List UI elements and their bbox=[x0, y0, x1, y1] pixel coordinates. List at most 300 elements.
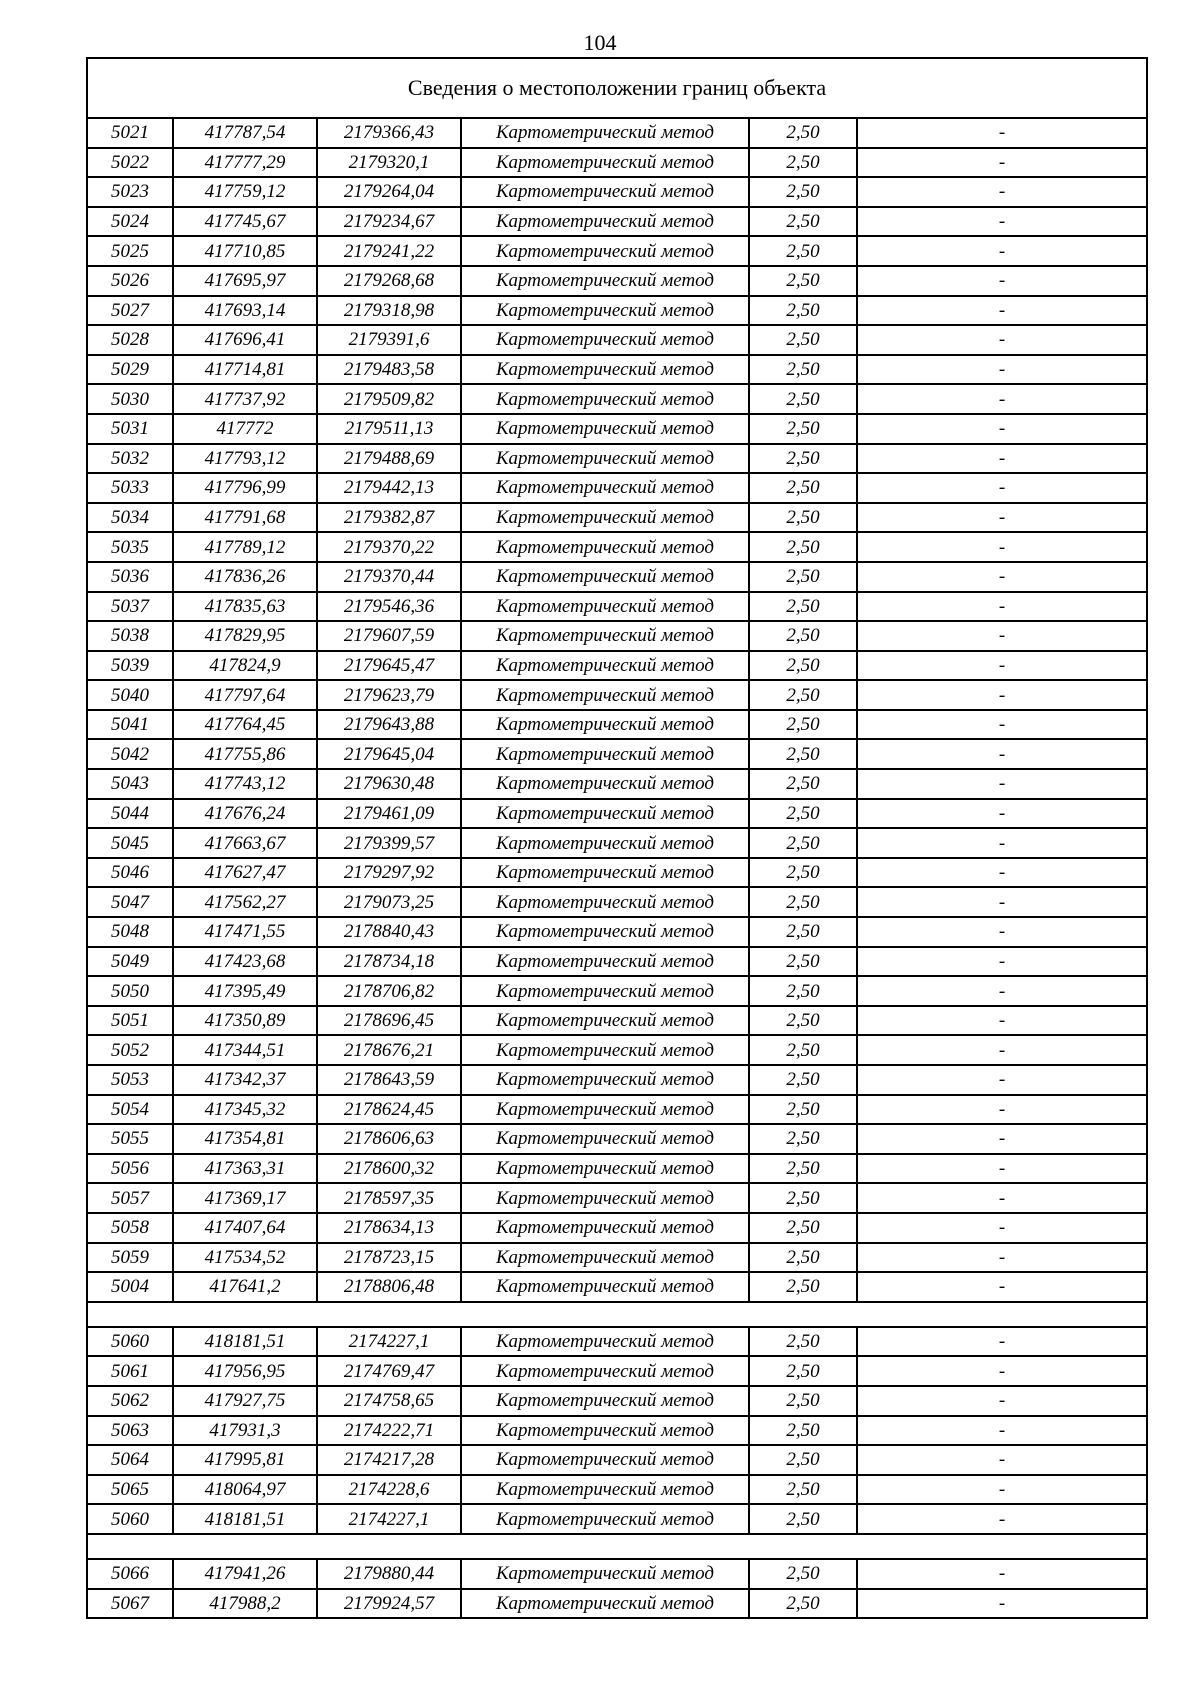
point-number-cell: 5037 bbox=[87, 592, 173, 622]
accuracy-cell: 2,50 bbox=[749, 562, 857, 592]
y-coordinate-cell: 2179488,69 bbox=[317, 444, 461, 474]
y-coordinate-cell: 2179264,04 bbox=[317, 177, 461, 207]
method-cell: Картометрический метод bbox=[461, 828, 749, 858]
x-coordinate-cell: 417824,9 bbox=[173, 651, 317, 681]
y-coordinate-cell: 2179511,13 bbox=[317, 414, 461, 444]
description-cell: - bbox=[857, 1243, 1147, 1273]
description-cell: - bbox=[857, 1213, 1147, 1243]
y-coordinate-cell: 2174227,1 bbox=[317, 1504, 461, 1534]
point-number-cell: 5054 bbox=[87, 1095, 173, 1125]
accuracy-cell: 2,50 bbox=[749, 414, 857, 444]
x-coordinate-cell: 417344,51 bbox=[173, 1035, 317, 1065]
description-cell: - bbox=[857, 1124, 1147, 1154]
table-row bbox=[87, 1475, 1147, 1505]
accuracy-cell: 2,50 bbox=[749, 532, 857, 562]
point-number-cell: 5046 bbox=[87, 858, 173, 888]
table-row bbox=[87, 1035, 1147, 1065]
method-cell: Картометрический метод bbox=[461, 947, 749, 977]
table-row bbox=[87, 1416, 1147, 1446]
table-row bbox=[87, 207, 1147, 237]
description-cell: - bbox=[857, 1272, 1147, 1302]
table-row bbox=[87, 503, 1147, 533]
y-coordinate-cell: 2179924,57 bbox=[317, 1589, 461, 1619]
x-coordinate-cell: 417941,26 bbox=[173, 1559, 317, 1589]
point-number-cell: 5066 bbox=[87, 1559, 173, 1589]
method-cell: Картометрический метод bbox=[461, 444, 749, 474]
x-coordinate-cell: 417562,27 bbox=[173, 887, 317, 917]
point-number-cell: 5048 bbox=[87, 917, 173, 947]
group-separator-cell bbox=[87, 1534, 1147, 1559]
point-number-cell: 5042 bbox=[87, 739, 173, 769]
accuracy-cell: 2,50 bbox=[749, 621, 857, 651]
description-cell: - bbox=[857, 1095, 1147, 1125]
group-separator-row bbox=[87, 1534, 1147, 1559]
method-cell: Картометрический метод bbox=[461, 1154, 749, 1184]
y-coordinate-cell: 2179630,48 bbox=[317, 769, 461, 799]
accuracy-cell: 2,50 bbox=[749, 1065, 857, 1095]
description-cell: - bbox=[857, 266, 1147, 296]
method-cell: Картометрический метод bbox=[461, 207, 749, 237]
point-number-cell: 5061 bbox=[87, 1356, 173, 1386]
x-coordinate-cell: 417789,12 bbox=[173, 532, 317, 562]
point-number-cell: 5024 bbox=[87, 207, 173, 237]
description-cell: - bbox=[857, 680, 1147, 710]
table-row bbox=[87, 976, 1147, 1006]
point-number-cell: 5052 bbox=[87, 1035, 173, 1065]
accuracy-cell: 2,50 bbox=[749, 296, 857, 326]
accuracy-cell: 2,50 bbox=[749, 266, 857, 296]
accuracy-cell: 2,50 bbox=[749, 1327, 857, 1357]
x-coordinate-cell: 417737,92 bbox=[173, 384, 317, 414]
y-coordinate-cell: 2178723,15 bbox=[317, 1243, 461, 1273]
method-cell: Картометрический метод bbox=[461, 355, 749, 385]
y-coordinate-cell: 2178676,21 bbox=[317, 1035, 461, 1065]
y-coordinate-cell: 2174227,1 bbox=[317, 1327, 461, 1357]
x-coordinate-cell: 417829,95 bbox=[173, 621, 317, 651]
table-row bbox=[87, 1065, 1147, 1095]
accuracy-cell: 2,50 bbox=[749, 1095, 857, 1125]
table-row bbox=[87, 651, 1147, 681]
accuracy-cell: 2,50 bbox=[749, 1504, 857, 1534]
method-cell: Картометрический метод bbox=[461, 1243, 749, 1273]
description-cell: - bbox=[857, 384, 1147, 414]
description-cell: - bbox=[857, 828, 1147, 858]
accuracy-cell: 2,50 bbox=[749, 325, 857, 355]
description-cell: - bbox=[857, 1006, 1147, 1036]
y-coordinate-cell: 2179366,43 bbox=[317, 118, 461, 148]
point-number-cell: 5022 bbox=[87, 148, 173, 178]
method-cell: Картометрический метод bbox=[461, 651, 749, 681]
table-row bbox=[87, 1327, 1147, 1357]
y-coordinate-cell: 2179399,57 bbox=[317, 828, 461, 858]
x-coordinate-cell: 417363,31 bbox=[173, 1154, 317, 1184]
x-coordinate-cell: 417350,89 bbox=[173, 1006, 317, 1036]
method-cell: Картометрический метод bbox=[461, 1124, 749, 1154]
table-row bbox=[87, 1356, 1147, 1386]
description-cell: - bbox=[857, 236, 1147, 266]
point-number-cell: 5057 bbox=[87, 1183, 173, 1213]
description-cell: - bbox=[857, 739, 1147, 769]
accuracy-cell: 2,50 bbox=[749, 680, 857, 710]
x-coordinate-cell: 417743,12 bbox=[173, 769, 317, 799]
point-number-cell: 5029 bbox=[87, 355, 173, 385]
table-row bbox=[87, 384, 1147, 414]
x-coordinate-cell: 417755,86 bbox=[173, 739, 317, 769]
point-number-cell: 5035 bbox=[87, 532, 173, 562]
description-cell: - bbox=[857, 858, 1147, 888]
x-coordinate-cell: 417369,17 bbox=[173, 1183, 317, 1213]
method-cell: Картометрический метод bbox=[461, 1416, 749, 1446]
x-coordinate-cell: 417764,45 bbox=[173, 710, 317, 740]
table-row bbox=[87, 325, 1147, 355]
description-cell: - bbox=[857, 592, 1147, 622]
accuracy-cell: 2,50 bbox=[749, 1154, 857, 1184]
description-cell: - bbox=[857, 177, 1147, 207]
table-row bbox=[87, 1272, 1147, 1302]
y-coordinate-cell: 2178706,82 bbox=[317, 976, 461, 1006]
accuracy-cell: 2,50 bbox=[749, 177, 857, 207]
point-number-cell: 5059 bbox=[87, 1243, 173, 1273]
description-cell: - bbox=[857, 947, 1147, 977]
x-coordinate-cell: 417714,81 bbox=[173, 355, 317, 385]
accuracy-cell: 2,50 bbox=[749, 769, 857, 799]
accuracy-cell: 2,50 bbox=[749, 858, 857, 888]
y-coordinate-cell: 2179645,04 bbox=[317, 739, 461, 769]
point-number-cell: 5023 bbox=[87, 177, 173, 207]
method-cell: Картометрический метод bbox=[461, 1559, 749, 1589]
table-title-row bbox=[87, 58, 1147, 118]
method-cell: Картометрический метод bbox=[461, 710, 749, 740]
accuracy-cell: 2,50 bbox=[749, 355, 857, 385]
x-coordinate-cell: 417345,32 bbox=[173, 1095, 317, 1125]
method-cell: Картометрический метод bbox=[461, 799, 749, 829]
y-coordinate-cell: 2179370,44 bbox=[317, 562, 461, 592]
table-row bbox=[87, 739, 1147, 769]
y-coordinate-cell: 2178806,48 bbox=[317, 1272, 461, 1302]
point-number-cell: 5043 bbox=[87, 769, 173, 799]
point-number-cell: 5028 bbox=[87, 325, 173, 355]
method-cell: Картометрический метод bbox=[461, 1035, 749, 1065]
table-row bbox=[87, 266, 1147, 296]
method-cell: Картометрический метод bbox=[461, 296, 749, 326]
description-cell: - bbox=[857, 1416, 1147, 1446]
accuracy-cell: 2,50 bbox=[749, 887, 857, 917]
accuracy-cell: 2,50 bbox=[749, 828, 857, 858]
point-number-cell: 5027 bbox=[87, 296, 173, 326]
x-coordinate-cell: 417695,97 bbox=[173, 266, 317, 296]
method-cell: Картометрический метод bbox=[461, 236, 749, 266]
description-cell: - bbox=[857, 1589, 1147, 1619]
x-coordinate-cell: 417927,75 bbox=[173, 1386, 317, 1416]
table-row bbox=[87, 769, 1147, 799]
point-number-cell: 5047 bbox=[87, 887, 173, 917]
x-coordinate-cell: 418181,51 bbox=[173, 1327, 317, 1357]
method-cell: Картометрический метод bbox=[461, 532, 749, 562]
accuracy-cell: 2,50 bbox=[749, 1445, 857, 1475]
method-cell: Картометрический метод bbox=[461, 1006, 749, 1036]
table-row bbox=[87, 1006, 1147, 1036]
point-number-cell: 5026 bbox=[87, 266, 173, 296]
x-coordinate-cell: 417772 bbox=[173, 414, 317, 444]
description-cell: - bbox=[857, 710, 1147, 740]
accuracy-cell: 2,50 bbox=[749, 148, 857, 178]
y-coordinate-cell: 2179268,68 bbox=[317, 266, 461, 296]
description-cell: - bbox=[857, 444, 1147, 474]
description-cell: - bbox=[857, 799, 1147, 829]
point-number-cell: 5038 bbox=[87, 621, 173, 651]
method-cell: Картометрический метод bbox=[461, 1356, 749, 1386]
x-coordinate-cell: 417407,64 bbox=[173, 1213, 317, 1243]
description-cell: - bbox=[857, 976, 1147, 1006]
table-row bbox=[87, 148, 1147, 178]
y-coordinate-cell: 2179645,47 bbox=[317, 651, 461, 681]
x-coordinate-cell: 417745,67 bbox=[173, 207, 317, 237]
method-cell: Картометрический метод bbox=[461, 384, 749, 414]
accuracy-cell: 2,50 bbox=[749, 1006, 857, 1036]
x-coordinate-cell: 417663,67 bbox=[173, 828, 317, 858]
description-cell: - bbox=[857, 414, 1147, 444]
group-separator-row bbox=[87, 1302, 1147, 1327]
point-number-cell: 5063 bbox=[87, 1416, 173, 1446]
table-row bbox=[87, 177, 1147, 207]
description-cell: - bbox=[857, 473, 1147, 503]
method-cell: Картометрический метод bbox=[461, 177, 749, 207]
point-number-cell: 5060 bbox=[87, 1504, 173, 1534]
method-cell: Картометрический метод bbox=[461, 1327, 749, 1357]
description-cell: - bbox=[857, 355, 1147, 385]
point-number-cell: 5041 bbox=[87, 710, 173, 740]
accuracy-cell: 2,50 bbox=[749, 1213, 857, 1243]
accuracy-cell: 2,50 bbox=[749, 1035, 857, 1065]
y-coordinate-cell: 2178597,35 bbox=[317, 1183, 461, 1213]
method-cell: Картометрический метод bbox=[461, 414, 749, 444]
y-coordinate-cell: 2179880,44 bbox=[317, 1559, 461, 1589]
table-row bbox=[87, 592, 1147, 622]
point-number-cell: 5033 bbox=[87, 473, 173, 503]
x-coordinate-cell: 417956,95 bbox=[173, 1356, 317, 1386]
point-number-cell: 5050 bbox=[87, 976, 173, 1006]
x-coordinate-cell: 417995,81 bbox=[173, 1445, 317, 1475]
y-coordinate-cell: 2178600,32 bbox=[317, 1154, 461, 1184]
y-coordinate-cell: 2179391,6 bbox=[317, 325, 461, 355]
accuracy-cell: 2,50 bbox=[749, 739, 857, 769]
method-cell: Картометрический метод bbox=[461, 1213, 749, 1243]
method-cell: Картометрический метод bbox=[461, 503, 749, 533]
point-number-cell: 5051 bbox=[87, 1006, 173, 1036]
description-cell: - bbox=[857, 207, 1147, 237]
y-coordinate-cell: 2174222,71 bbox=[317, 1416, 461, 1446]
description-cell: - bbox=[857, 1559, 1147, 1589]
table-row bbox=[87, 680, 1147, 710]
point-number-cell: 5025 bbox=[87, 236, 173, 266]
table-row bbox=[87, 236, 1147, 266]
description-cell: - bbox=[857, 1445, 1147, 1475]
accuracy-cell: 2,50 bbox=[749, 1416, 857, 1446]
table-row bbox=[87, 562, 1147, 592]
method-cell: Картометрический метод bbox=[461, 1183, 749, 1213]
description-cell: - bbox=[857, 917, 1147, 947]
accuracy-cell: 2,50 bbox=[749, 917, 857, 947]
x-coordinate-cell: 417423,68 bbox=[173, 947, 317, 977]
description-cell: - bbox=[857, 1327, 1147, 1357]
description-cell: - bbox=[857, 651, 1147, 681]
x-coordinate-cell: 417931,3 bbox=[173, 1416, 317, 1446]
x-coordinate-cell: 417759,12 bbox=[173, 177, 317, 207]
description-cell: - bbox=[857, 1504, 1147, 1534]
method-cell: Картометрический метод bbox=[461, 858, 749, 888]
x-coordinate-cell: 417836,26 bbox=[173, 562, 317, 592]
table-row bbox=[87, 858, 1147, 888]
method-cell: Картометрический метод bbox=[461, 621, 749, 651]
description-cell: - bbox=[857, 1386, 1147, 1416]
description-cell: - bbox=[857, 769, 1147, 799]
x-coordinate-cell: 417797,64 bbox=[173, 680, 317, 710]
method-cell: Картометрический метод bbox=[461, 325, 749, 355]
description-cell: - bbox=[857, 532, 1147, 562]
x-coordinate-cell: 417793,12 bbox=[173, 444, 317, 474]
accuracy-cell: 2,50 bbox=[749, 976, 857, 1006]
description-cell: - bbox=[857, 1183, 1147, 1213]
method-cell: Картометрический метод bbox=[461, 887, 749, 917]
point-number-cell: 5032 bbox=[87, 444, 173, 474]
y-coordinate-cell: 2179370,22 bbox=[317, 532, 461, 562]
x-coordinate-cell: 417787,54 bbox=[173, 118, 317, 148]
table-row bbox=[87, 444, 1147, 474]
y-coordinate-cell: 2179297,92 bbox=[317, 858, 461, 888]
method-cell: Картометрический метод bbox=[461, 1504, 749, 1534]
y-coordinate-cell: 2179318,98 bbox=[317, 296, 461, 326]
x-coordinate-cell: 417777,29 bbox=[173, 148, 317, 178]
description-cell: - bbox=[857, 562, 1147, 592]
y-coordinate-cell: 2179607,59 bbox=[317, 621, 461, 651]
accuracy-cell: 2,50 bbox=[749, 799, 857, 829]
x-coordinate-cell: 418064,97 bbox=[173, 1475, 317, 1505]
x-coordinate-cell: 417342,37 bbox=[173, 1065, 317, 1095]
point-number-cell: 5056 bbox=[87, 1154, 173, 1184]
y-coordinate-cell: 2178606,63 bbox=[317, 1124, 461, 1154]
y-coordinate-cell: 2174217,28 bbox=[317, 1445, 461, 1475]
x-coordinate-cell: 417835,63 bbox=[173, 592, 317, 622]
accuracy-cell: 2,50 bbox=[749, 1272, 857, 1302]
x-coordinate-cell: 417791,68 bbox=[173, 503, 317, 533]
method-cell: Картометрический метод bbox=[461, 1589, 749, 1619]
table-row bbox=[87, 1154, 1147, 1184]
y-coordinate-cell: 2179509,82 bbox=[317, 384, 461, 414]
table-row bbox=[87, 1095, 1147, 1125]
method-cell: Картометрический метод bbox=[461, 1095, 749, 1125]
accuracy-cell: 2,50 bbox=[749, 1183, 857, 1213]
y-coordinate-cell: 2179546,36 bbox=[317, 592, 461, 622]
table-row bbox=[87, 118, 1147, 148]
method-cell: Картометрический метод bbox=[461, 562, 749, 592]
table-row bbox=[87, 828, 1147, 858]
description-cell: - bbox=[857, 118, 1147, 148]
y-coordinate-cell: 2179623,79 bbox=[317, 680, 461, 710]
accuracy-cell: 2,50 bbox=[749, 473, 857, 503]
table-row bbox=[87, 1504, 1147, 1534]
y-coordinate-cell: 2179461,09 bbox=[317, 799, 461, 829]
table-row bbox=[87, 1589, 1147, 1619]
group-separator-cell bbox=[87, 1302, 1147, 1327]
description-cell: - bbox=[857, 1475, 1147, 1505]
x-coordinate-cell: 418181,51 bbox=[173, 1504, 317, 1534]
table-row bbox=[87, 1213, 1147, 1243]
method-cell: Картометрический метод bbox=[461, 1386, 749, 1416]
point-number-cell: 5031 bbox=[87, 414, 173, 444]
point-number-cell: 5053 bbox=[87, 1065, 173, 1095]
x-coordinate-cell: 417676,24 bbox=[173, 799, 317, 829]
x-coordinate-cell: 417988,2 bbox=[173, 1589, 317, 1619]
accuracy-cell: 2,50 bbox=[749, 1386, 857, 1416]
table-row bbox=[87, 887, 1147, 917]
y-coordinate-cell: 2179483,58 bbox=[317, 355, 461, 385]
y-coordinate-cell: 2179234,67 bbox=[317, 207, 461, 237]
point-number-cell: 5045 bbox=[87, 828, 173, 858]
x-coordinate-cell: 417693,14 bbox=[173, 296, 317, 326]
table-row bbox=[87, 1386, 1147, 1416]
table-row bbox=[87, 947, 1147, 977]
description-cell: - bbox=[857, 148, 1147, 178]
boundary-coordinates-table bbox=[86, 57, 1148, 1619]
accuracy-cell: 2,50 bbox=[749, 384, 857, 414]
point-number-cell: 5067 bbox=[87, 1589, 173, 1619]
method-cell: Картометрический метод bbox=[461, 148, 749, 178]
y-coordinate-cell: 2178840,43 bbox=[317, 917, 461, 947]
y-coordinate-cell: 2179241,22 bbox=[317, 236, 461, 266]
description-cell: - bbox=[857, 1035, 1147, 1065]
method-cell: Картометрический метод bbox=[461, 1475, 749, 1505]
point-number-cell: 5062 bbox=[87, 1386, 173, 1416]
point-number-cell: 5049 bbox=[87, 947, 173, 977]
x-coordinate-cell: 417354,81 bbox=[173, 1124, 317, 1154]
x-coordinate-cell: 417710,85 bbox=[173, 236, 317, 266]
method-cell: Картометрический метод bbox=[461, 1065, 749, 1095]
table-row bbox=[87, 355, 1147, 385]
description-cell: - bbox=[857, 621, 1147, 651]
y-coordinate-cell: 2178734,18 bbox=[317, 947, 461, 977]
table-row bbox=[87, 296, 1147, 326]
accuracy-cell: 2,50 bbox=[749, 1124, 857, 1154]
method-cell: Картометрический метод bbox=[461, 1272, 749, 1302]
table-row bbox=[87, 917, 1147, 947]
accuracy-cell: 2,50 bbox=[749, 710, 857, 740]
description-cell: - bbox=[857, 1154, 1147, 1184]
y-coordinate-cell: 2178634,13 bbox=[317, 1213, 461, 1243]
table-row bbox=[87, 1124, 1147, 1154]
y-coordinate-cell: 2178696,45 bbox=[317, 1006, 461, 1036]
point-number-cell: 5030 bbox=[87, 384, 173, 414]
y-coordinate-cell: 2179442,13 bbox=[317, 473, 461, 503]
point-number-cell: 5064 bbox=[87, 1445, 173, 1475]
point-number-cell: 5065 bbox=[87, 1475, 173, 1505]
description-cell: - bbox=[857, 503, 1147, 533]
method-cell: Картометрический метод bbox=[461, 976, 749, 1006]
description-cell: - bbox=[857, 296, 1147, 326]
method-cell: Картометрический метод bbox=[461, 118, 749, 148]
point-number-cell: 5044 bbox=[87, 799, 173, 829]
accuracy-cell: 2,50 bbox=[749, 236, 857, 266]
y-coordinate-cell: 2179382,87 bbox=[317, 503, 461, 533]
accuracy-cell: 2,50 bbox=[749, 503, 857, 533]
method-cell: Картометрический метод bbox=[461, 473, 749, 503]
method-cell: Картометрический метод bbox=[461, 739, 749, 769]
accuracy-cell: 2,50 bbox=[749, 592, 857, 622]
point-number-cell: 5060 bbox=[87, 1327, 173, 1357]
point-number-cell: 5034 bbox=[87, 503, 173, 533]
table-row bbox=[87, 1445, 1147, 1475]
x-coordinate-cell: 417627,47 bbox=[173, 858, 317, 888]
x-coordinate-cell: 417395,49 bbox=[173, 976, 317, 1006]
